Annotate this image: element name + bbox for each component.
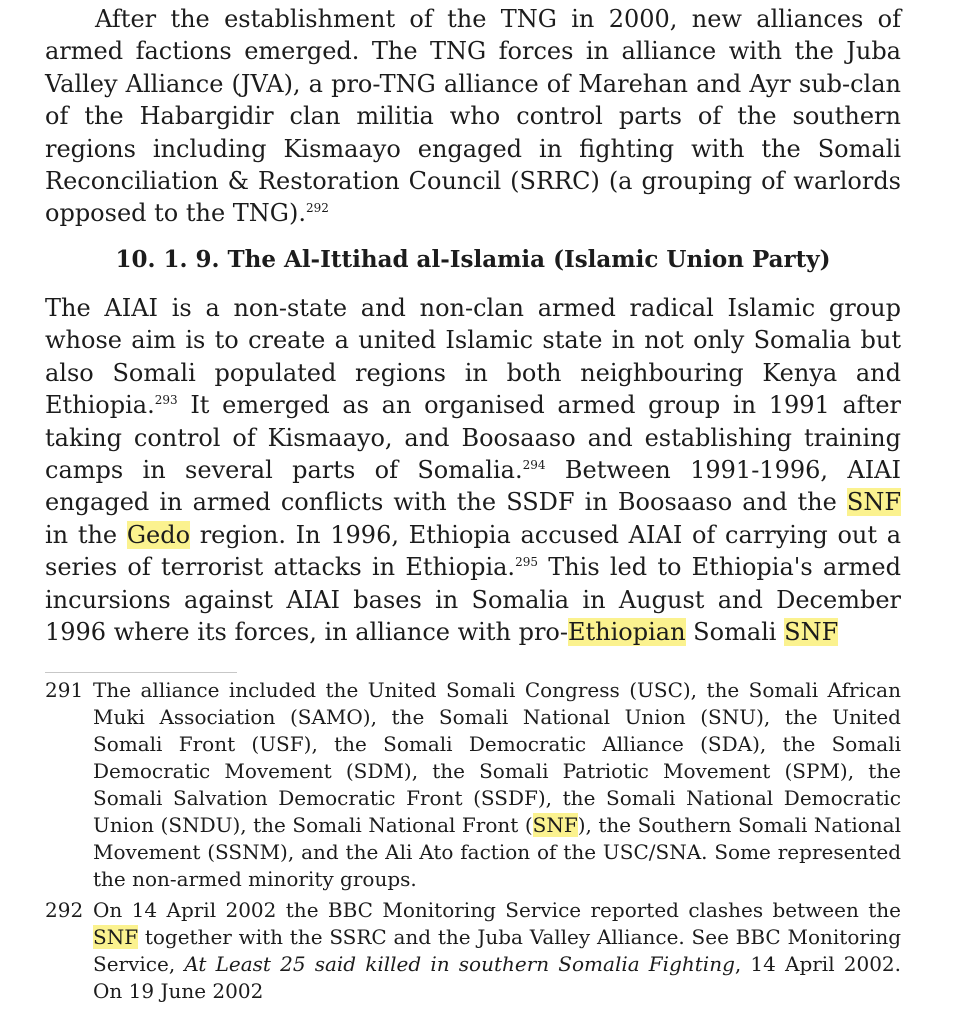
footnote-text-part: , 14 April 2002. On 19 June 2002 xyxy=(93,952,902,1003)
body-paragraph-2 xyxy=(45,292,901,648)
footnote-291 xyxy=(45,677,901,893)
footnote-number: 292 xyxy=(45,898,84,922)
footnote-text-part: On 14 April 2002 the BBC Monitoring Service reported clashes between the xyxy=(93,898,901,922)
footnote-text-part: ), the Southern Somali National Movement (SSNM), and the Ali Ato faction of the USC/SNA. Some represented the non-armed minority groups. xyxy=(93,813,902,891)
highlight-gedo[interactable]: Gedo xyxy=(126,520,191,549)
highlight-snf-footnote-292[interactable]: SNF xyxy=(93,925,139,949)
footnote-ref-293[interactable]: 293 xyxy=(154,393,178,408)
footnote-ref-295[interactable]: 295 xyxy=(515,555,538,570)
highlight-ethiopian[interactable]: Ethiopian xyxy=(567,618,686,647)
footnote-292 xyxy=(45,897,901,1005)
footnote-number: 291 xyxy=(45,678,84,702)
highlight-snf-footnote-291[interactable]: SNF xyxy=(532,813,578,837)
paragraph-2-sentence-1: The AIAI is a non-state and non-clan armed radical Islamic group whose aim is to create a united Islamic state in not only Somalia but also Somali populated regions in both neighbouring Kenya and Ethiopia. xyxy=(45,294,901,420)
paragraph-1-text: After the establishment of the TNG in 2000, new alliances of armed factions emerged. The TNG forces in alliance with the Juba Valley Alliance (JVA), a pro-TNG alliance of Marehan and Ayr sub-clan of the Habargidir clan militia who control parts of the southern regions including Kismaayo engaged in fighting with the Somali Reconciliation & Restoration Council (SRRC) (a grouping of warlords opposed to the TNG). xyxy=(45,5,901,228)
footnote-text xyxy=(93,677,901,893)
footnote-text xyxy=(93,897,901,1005)
section-heading: 10. 1. 9. The Al-Ittihad al-Islamia (Islamic Union Party) xyxy=(115,246,831,273)
footnote-ref-294[interactable]: 294 xyxy=(522,458,546,473)
body-paragraph-1 xyxy=(45,3,901,230)
footnote-text-part: together with the SSRC and the Juba Valley Alliance. See BBC Monitoring Service, xyxy=(93,925,901,976)
paragraph-2-sentence-3b: in the xyxy=(45,520,127,549)
highlight-snf[interactable]: SNF xyxy=(846,488,901,517)
highlight-snf-2[interactable]: SNF xyxy=(784,618,839,647)
paragraph-2-sentence-3c: region. In 1996, Ethiopia accused AIAI of carrying out a series of terrorist attacks in Ethiopia. xyxy=(45,520,902,582)
footnote-divider xyxy=(45,672,237,673)
paragraph-2-sentence-4b: Somali xyxy=(685,618,785,647)
paragraph-2-sentence-3a: Between 1991-1996, AIAI engaged in armed conflicts with the SSDF in Boosaaso and the xyxy=(45,456,901,517)
footnote-text-part: The alliance included the United Somali Congress (USC), the Somali African Muki Association (SAMO), the Somali National Union (SNU), the United Somali Front (USF), the Somali Democratic Alliance (SDA), the Somali Democratic Movement (SDM), the Somali Patriotic Movement (SPM), the Somali Salvation Democratic Front (SSDF), the Somali National Democratic Union (SNDU), the Somali National Front ( xyxy=(93,678,901,837)
paragraph-2-sentence-4a: This led to Ethiopia's armed incursions against AIAI bases in Somalia in August and December 1996 where its forces, in alliance with pro- xyxy=(45,553,901,647)
footnotes-section xyxy=(45,677,901,1009)
cited-article-title: At Least 25 said killed in southern Somalia Fighting xyxy=(184,952,735,976)
paragraph-2-sentence-2: It emerged as an organised armed group in 1991 after taking control of Kismaayo, and Boosaaso and establishing training camps in several parts of Somalia. xyxy=(45,391,901,485)
footnote-ref-292[interactable]: 292 xyxy=(305,201,329,216)
